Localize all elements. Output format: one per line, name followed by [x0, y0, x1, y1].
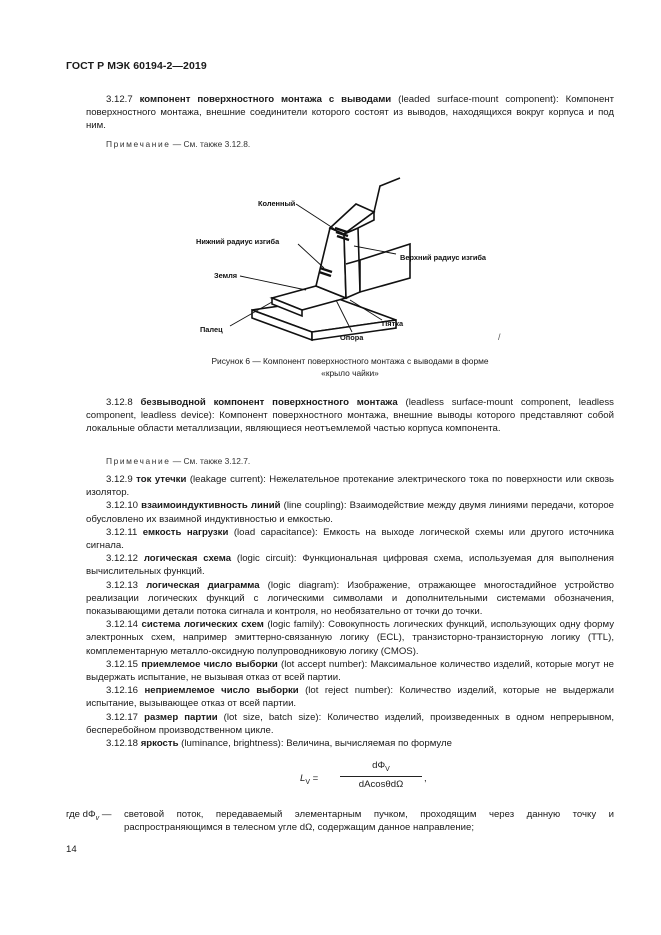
term-number: 3.12.14: [106, 619, 139, 631]
term-name: логическая диаграмма: [146, 579, 260, 591]
term-3-12-9: [86, 473, 614, 499]
body-block: [360, 244, 410, 292]
term-number: 3.12.15: [106, 658, 139, 670]
note-text: — См. также 3.12.7.: [170, 456, 251, 466]
term-3-12-12: [86, 552, 614, 578]
term-number: 3.12.16: [106, 685, 139, 697]
term-name: компонент поверхностного монтажа с выводами: [139, 94, 392, 105]
term-definition: (leakage current): Нежелательное протекание электрического тока по поверхности или сквозь изолятор.: [86, 474, 614, 499]
term-3-12-11: [86, 526, 614, 552]
term-3-12-7: [86, 93, 614, 133]
gull-wing-figure: [160, 168, 520, 350]
lead-top-wire: [374, 178, 400, 212]
note-2: [106, 455, 250, 467]
term-3-12-18: [86, 737, 614, 750]
label-finger: Палец: [200, 325, 223, 334]
note-1: [106, 138, 250, 150]
label-upper-radius: Верхний радиус изгиба: [400, 253, 487, 262]
formula-equals: =: [310, 773, 319, 784]
document-header: ГОСТ Р МЭК 60194-2—2019: [66, 60, 207, 72]
term-3-12-15: [86, 658, 614, 684]
term-3-12-16: [86, 684, 614, 710]
term-definition: (load capacitance): Емкость на выходе логической схемы или другого источника сигнала.: [86, 526, 614, 552]
explanation-text: световой поток, передаваемый элементарным пучком, проходящим через данную точку и распространяющимся в телесном угле dΩ, содержащим данное направление;: [124, 809, 614, 834]
term-number: 3.12.8: [106, 397, 133, 408]
term-number: 3.12.17: [106, 711, 139, 723]
label-support: Опора: [340, 333, 364, 342]
term-name: взаимоиндуктивность линий: [141, 500, 281, 512]
note-label: Примечание: [106, 139, 171, 149]
term-definition: (lot size, batch size): Количество изделий, произведенных в одном непрерывном, бесперебойном производственном цикле.: [86, 711, 614, 736]
term-number: 3.12.9: [106, 474, 133, 485]
label-knee: Коленный: [258, 199, 296, 208]
term-name: ток утечки: [136, 474, 187, 485]
term-name: безвыводной компонент поверхностного монтажа: [140, 397, 398, 408]
figure-slash-mark: /: [498, 332, 501, 342]
numerator-text: dΦ: [372, 760, 386, 771]
term-name: яркость: [140, 738, 179, 750]
explanation-symbol: где dΦ: [66, 809, 96, 820]
term-number: 3.12.12: [106, 553, 139, 565]
term-name: логическая схема: [143, 553, 232, 565]
term-3-12-13: [86, 579, 614, 619]
term-name: приемлемое число выборки: [141, 658, 278, 670]
term-definition: (luminance, brightness): Величина, вычисляемая по формуле: [178, 738, 452, 750]
formula-numerator: [340, 760, 422, 773]
luminance-formula: [300, 760, 460, 800]
term-3-12-17: [86, 711, 614, 737]
term-number: 3.12.10: [106, 500, 139, 512]
formula-subscript: V: [305, 778, 311, 786]
term-definition: (leaded surface-mount component): Компонент поверхностного монтажа, внешние соединители которого состоят из выводов, находящихся вокруг корпуса и под ним.: [86, 94, 614, 132]
label-ground: Земля: [214, 271, 238, 280]
term-3-12-14: [86, 618, 614, 658]
term-definition: (lot reject number): Количество изделий, которые не выдержали испытание, вызывающее отказ от всей партии.: [86, 685, 615, 710]
formula-symbol: L: [300, 773, 306, 784]
terms-list: [86, 473, 614, 750]
note-text: — См. также 3.12.8.: [170, 139, 251, 149]
term-definition: (line coupling): Взаимодействие между двумя линиями передачи, которое обусловлено их взаимной индуктивностью и емкостью.: [86, 500, 615, 525]
term-3-12-10: [86, 499, 614, 525]
term-name: размер партии: [144, 711, 218, 723]
gull-wing-drawing: [160, 168, 520, 350]
numerator-subscript: V: [385, 765, 390, 773]
term-name: система логических схем: [141, 619, 264, 631]
label-lower-radius: Нижний радиус изгиба: [196, 237, 280, 246]
term-number: 3.12.11: [106, 526, 138, 538]
explanation-dash: —: [99, 809, 112, 820]
term-3-12-8: [86, 396, 614, 436]
formula-denominator: dAcosθdΩ: [358, 779, 404, 790]
figure-caption: [86, 356, 614, 379]
term-definition: (lot accept number): Максимальное количество изделий, которые могут не выдержать испытание, не вызывая отказ от всей партии.: [86, 658, 615, 684]
caption-line-2: «крыло чайки»: [321, 367, 379, 378]
formula-lhs: [300, 773, 318, 786]
term-definition: (logic family): Совокупность логических функций, использующих одну форму электронных схем, например эмиттерно-связанную логику (ECL), транзисторно-транзисторную логику (TTL), комплементарную металло-оксидную полупроводниковую логику (CMOS).: [86, 619, 615, 657]
label-heel: Пятка: [382, 319, 404, 328]
term-name: неприемлемое число выборки: [144, 685, 299, 697]
term-definition: (logic circuit): Функциональная цифровая схема, используемая для выполнения вычислительных функций.: [86, 553, 614, 578]
caption-line-1: Рисунок 6 — Компонент поверхностного монтажа с выводами в форме: [211, 356, 489, 366]
term-number: 3.12.7: [106, 94, 133, 105]
term-definition: (logic diagram): Изображение, отражающее многостадийное устройство реализации логических функций с логическими символами и дополнительными системами обозначения, показывающими детали потока сигнала и контроля, но необязательно от точки до точки.: [86, 579, 614, 618]
term-number: 3.12.18: [106, 738, 139, 750]
page-number: 14: [66, 844, 77, 855]
term-number: 3.12.13: [106, 579, 139, 591]
note-label: Примечание: [106, 456, 171, 466]
explanation-subscript: v: [95, 814, 100, 822]
explanation-lead: [66, 808, 124, 825]
formula-trailing-comma: ,: [424, 773, 427, 784]
term-name: емкость нагрузки: [142, 526, 229, 538]
term-definition: (leadless surface-mount component, leadless component, leadless device): Компонент поверхностного монтажа, внешние выводы которого представляют собой локальные области металлизации, являющиеся неотъемлемой частью корпуса компонента.: [86, 397, 614, 435]
fraction-bar: [340, 776, 422, 777]
